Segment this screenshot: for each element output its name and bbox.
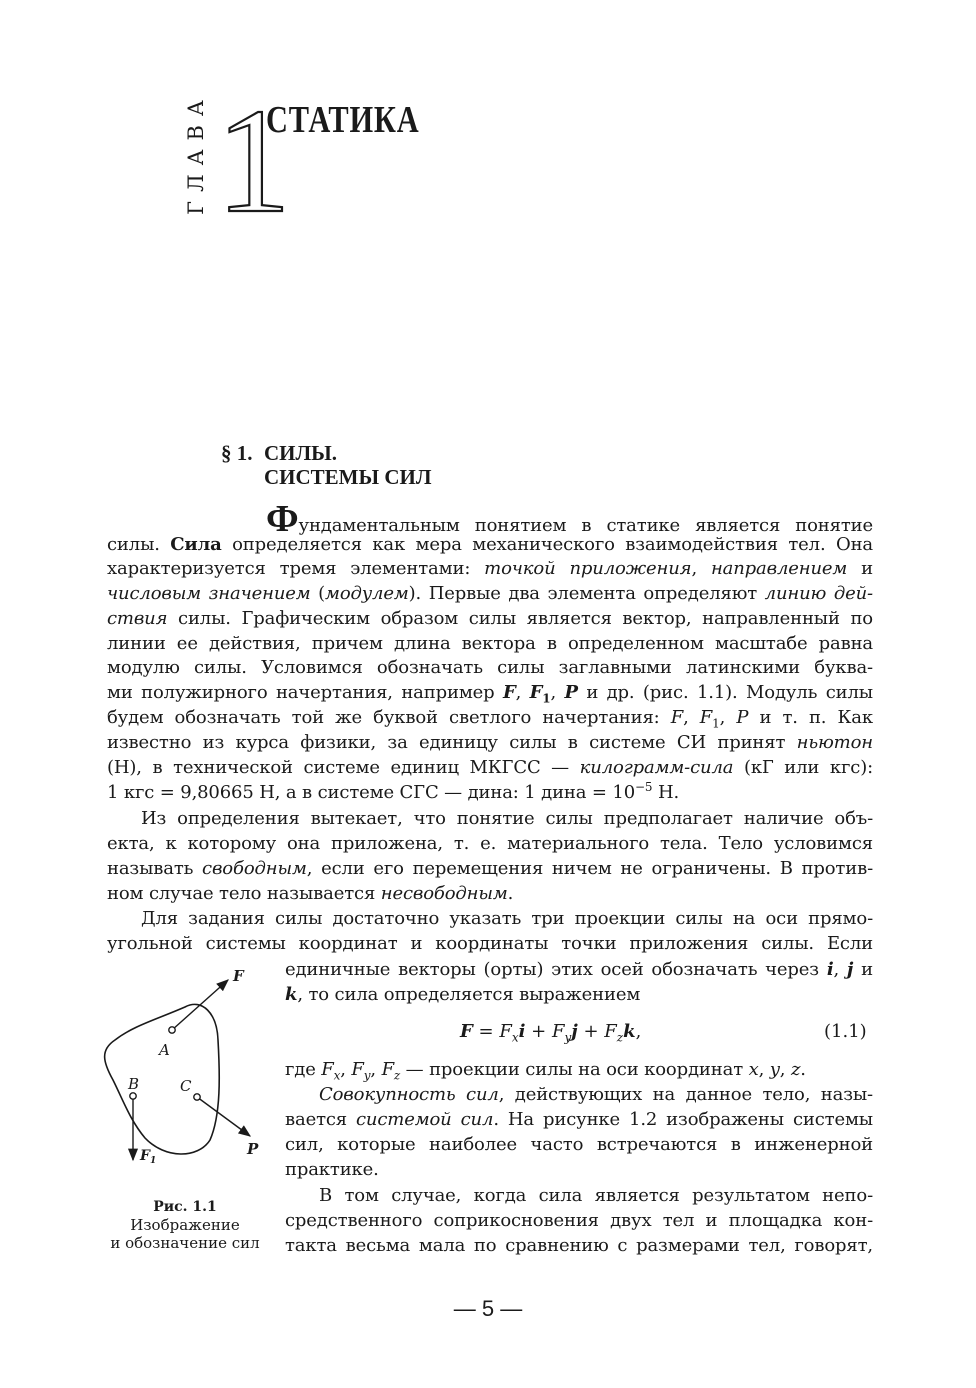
point-B: [130, 1093, 136, 1099]
paragraph-line: сил, которые наиболее часто встречаются в инженерной: [285, 1134, 873, 1155]
paragraph-line: В том случае, когда сила является результатом непо-: [319, 1185, 873, 1206]
force-P-arrow: [197, 1097, 250, 1136]
paragraph-line: практике.: [285, 1159, 379, 1180]
point-A: [169, 1027, 175, 1033]
equation-number: (1.1): [824, 1021, 867, 1042]
label-F1: $F_1$: [140, 1148, 157, 1166]
chapter-title: СТАТИКА: [266, 99, 420, 141]
paragraph-line: силы. Сила определяется как мера механического взаимодействия тел. Она: [107, 534, 873, 555]
paragraph-line: Фундаментальным понятием в статике является понятие: [266, 498, 873, 540]
section-title: СИЛЫ. СИСТЕМЫ СИЛ: [264, 441, 432, 489]
equation: $F = F_xi + F_yj + F_zk$,: [460, 1021, 642, 1045]
paragraph-line: единичные векторы (орты) этих осей обозначать через i, j и: [285, 959, 873, 980]
figure-caption: Рис. 1.1 Изображение и обозначение сил: [110, 1199, 260, 1252]
paragraph-line: числовым значением (модулем). Первые два элемента определяют линию дей-: [107, 583, 873, 604]
point-C: [194, 1094, 200, 1100]
paragraph-line: называть свободным, если его перемещения ничем не ограничены. В против-: [107, 858, 873, 879]
drop-cap: Ф: [266, 498, 299, 540]
paragraph-line: где $F_x$, $F_y$, $F_z$ — проекции силы на оси координат x, y, z.: [285, 1059, 806, 1083]
paragraph-line: модулю силы. Условимся обозначать силы заглавными латинскими буква-: [107, 657, 873, 678]
paragraph-line: такта весьма мала по сравнению с размерами тел, говорят,: [285, 1235, 873, 1256]
paragraph-line: средственного соприкосновения двух тел и площадка кон-: [285, 1210, 873, 1231]
force-diagram: [100, 960, 280, 1166]
paragraph-line: линии ее действия, причем длина вектора в определенном масштабе равна: [107, 633, 873, 654]
paragraph-line: вается системой сил. На рисунке 1.2 изображены системы: [285, 1109, 873, 1130]
paragraph-line: ном случае тело называется несвободным.: [107, 883, 514, 904]
section-number: § 1.: [221, 441, 253, 465]
paragraph-line: Для задания силы достаточно указать три проекции силы на оси прямо-: [141, 908, 873, 929]
chapter-number: 1: [216, 78, 291, 244]
paragraph-line: будем обозначать той же буквой светлого начертания: F, $F_1$, P и т. п. Как: [107, 707, 873, 731]
paragraph-line: Из определения вытекает, что понятие силы предполагает наличие объ-: [141, 808, 873, 829]
paragraph-line: Совокупность сил, действующих на данное тело, назы-: [319, 1084, 873, 1105]
force-F-arrow: [172, 980, 228, 1030]
paragraph-line: 1 кгс = 9,80665 Н, а в системе СГС — дина: 1 дина = $10^{-5}$ Н.: [107, 780, 680, 803]
label-A: A: [159, 1041, 170, 1059]
paragraph-line: угольной системы координат и координаты точки приложения силы. Если: [107, 933, 873, 954]
paragraph-line: екта, к которому она приложена, т. е. материального тела. Тело условимся: [107, 833, 873, 854]
label-B: B: [128, 1075, 140, 1093]
body-outline: [105, 1004, 220, 1154]
page-number: — 5 —: [453, 1296, 523, 1321]
paragraph-line: ствия силы. Графическим образом силы является вектор, направленный по: [107, 608, 873, 629]
label-P: P: [247, 1140, 259, 1158]
label-C: C: [180, 1077, 192, 1095]
paragraph-line: ми полужирного начертания, например F, $F_1$, P и др. (рис. 1.1). Модуль силы: [107, 682, 873, 706]
paragraph-line: k, то сила определяется выражением: [285, 984, 641, 1005]
label-F: F: [233, 967, 244, 985]
paragraph-line: известно из курса физики, за единицу силы в системе СИ принят ньютон: [107, 732, 873, 753]
paragraph-line: (Н), в технической системе единиц МКГСС — килограмм-сила (кГ или кгс):: [107, 757, 873, 778]
paragraph-line: характеризуется тремя элементами: точкой приложения, направлением и: [107, 558, 873, 579]
chapter-label: ГЛАВА: [184, 91, 208, 215]
